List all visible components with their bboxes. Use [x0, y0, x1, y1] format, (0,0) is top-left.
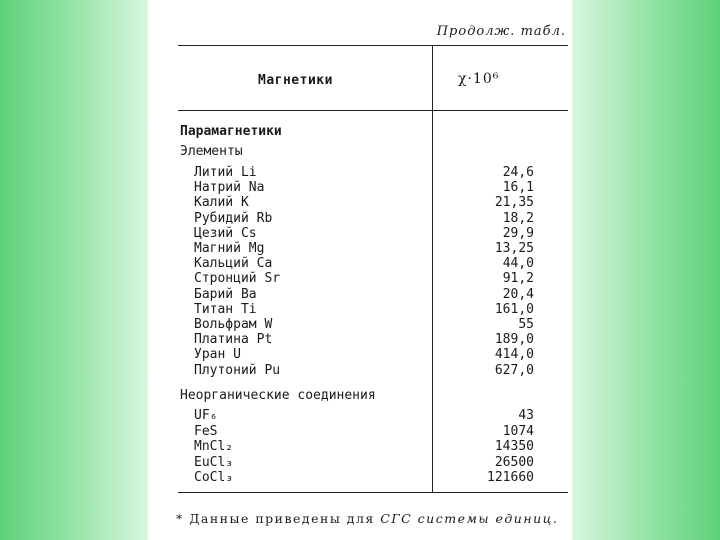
row-value: 161,0 — [494, 301, 534, 317]
row-value: 16,1 — [502, 180, 534, 196]
table-row — [194, 211, 534, 226]
continuation-note: Продолж. табл. — [436, 24, 566, 39]
subsection-inorganic-compounds: Неорганические соединения — [180, 388, 376, 403]
table-row — [194, 317, 534, 332]
row-value: 21,35 — [494, 195, 534, 211]
table-row — [194, 470, 534, 485]
row-value: 121660 — [487, 470, 534, 485]
row-name: Стронций Sr — [194, 271, 281, 287]
table-row — [194, 408, 534, 423]
row-name: Литий Li — [194, 165, 257, 180]
row-value: 55 — [518, 317, 534, 332]
table-row — [194, 302, 534, 317]
table-row — [194, 180, 534, 195]
table-row — [194, 332, 534, 347]
table-row — [194, 455, 534, 470]
table-top-rule — [178, 45, 568, 46]
footnote-rest: системы единиц. — [417, 511, 559, 526]
row-name: Калий K — [194, 195, 249, 211]
row-name: Рубидий Rb — [194, 210, 273, 226]
row-name: Магний Mg — [194, 241, 265, 256]
row-value: 43 — [518, 408, 534, 423]
row-value: 20,4 — [502, 286, 534, 302]
table-row — [194, 226, 534, 241]
row-value: 29,9 — [502, 225, 534, 241]
row-value: 13,25 — [494, 241, 534, 256]
row-name: Натрий Na — [194, 180, 265, 196]
row-value: 44,0 — [502, 256, 534, 272]
row-name: FeS — [194, 423, 218, 439]
row-name: Платина Pt — [194, 332, 273, 348]
row-value: 189,0 — [494, 332, 534, 348]
footnote-units: СГС — [380, 511, 413, 526]
row-value: 91,2 — [502, 271, 534, 287]
document-page — [148, 0, 572, 540]
table-row — [194, 287, 534, 302]
row-name: Барий Ba — [194, 286, 257, 302]
footnote — [176, 510, 568, 527]
row-name: Уран U — [194, 347, 241, 363]
table-row — [194, 347, 534, 362]
table-row — [194, 241, 534, 256]
column-header-susceptibility: χ·10⁶ — [458, 71, 500, 87]
table-row — [194, 165, 534, 180]
table-row — [194, 271, 534, 286]
row-value: 18,2 — [502, 210, 534, 226]
column-header-material: Магнетики — [258, 73, 333, 88]
row-name: CoCl₃ — [194, 470, 234, 485]
row-value: 414,0 — [494, 347, 534, 363]
row-name: Вольфрам W — [194, 317, 273, 332]
row-name: UF₆ — [194, 408, 218, 423]
table-header-rule — [178, 110, 568, 111]
row-value: 26500 — [494, 454, 534, 470]
row-value: 627,0 — [494, 362, 534, 378]
row-name: MnCl₂ — [194, 439, 234, 454]
section-title-paramagnetics: Парамагнетики — [180, 124, 282, 139]
row-name: EuCl₃ — [194, 454, 234, 470]
table-row — [194, 424, 534, 439]
row-name: Цезий Cs — [194, 225, 257, 241]
row-name: Плутоний Pu — [194, 362, 281, 378]
table-row — [194, 195, 534, 210]
row-value: 14350 — [494, 439, 534, 454]
left-green-border — [0, 0, 148, 540]
row-name: Кальций Ca — [194, 256, 273, 272]
right-green-border — [572, 0, 720, 540]
table-row — [194, 439, 534, 454]
row-value: 1074 — [502, 423, 534, 439]
row-name: Титан Ti — [194, 301, 257, 317]
table-row — [194, 256, 534, 271]
footnote-lead: * Данные приведены для — [176, 511, 375, 526]
row-value: 24,6 — [502, 165, 534, 180]
table-row — [194, 363, 534, 378]
table-bottom-rule — [178, 492, 568, 493]
subsection-elements: Элементы — [180, 144, 243, 159]
